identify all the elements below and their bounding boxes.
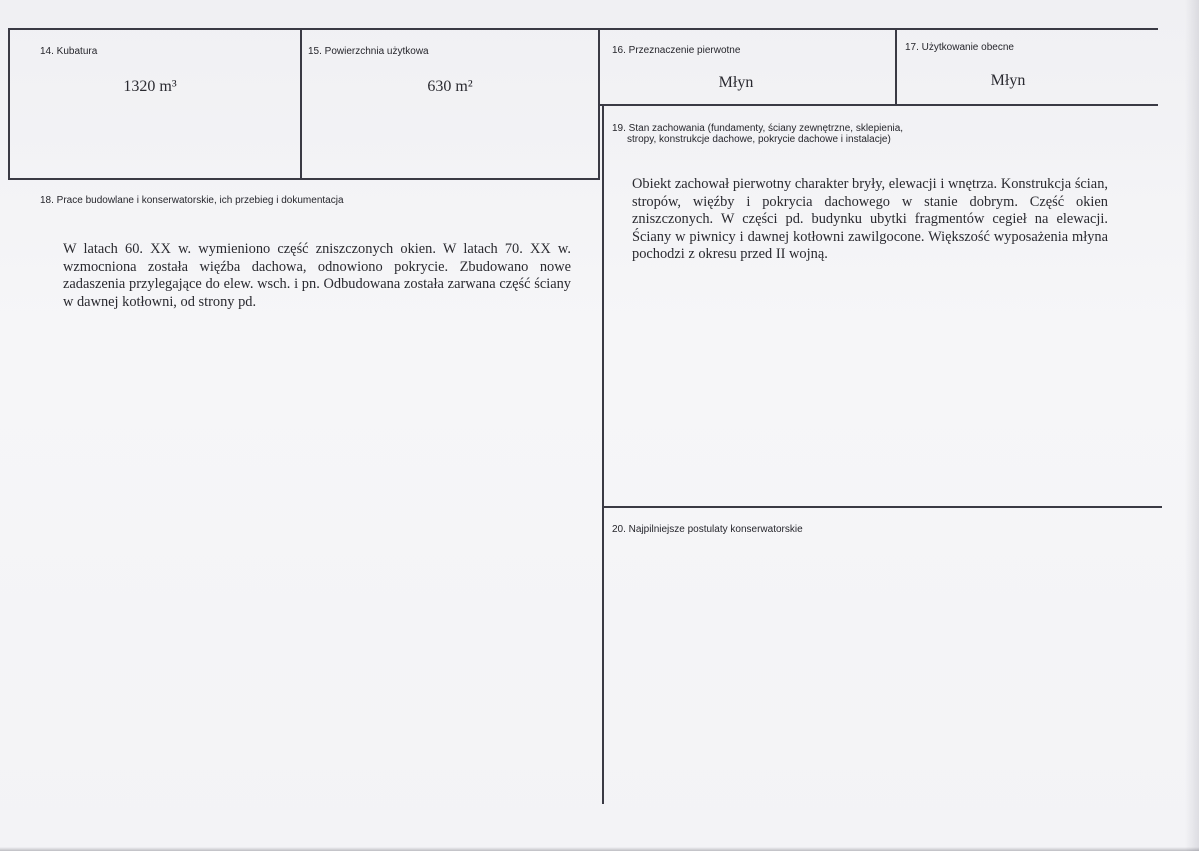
rule-top-18 xyxy=(8,178,600,180)
stan-zachowania-text: Obiekt zachował pierwotny charakter bryły, elewacji i wnętrza. Konstrukcja ścian, stropów, więźby i pokrycia dachowego w stanie dobrym. Część okien zniszczonych. W części pd. budynku ubytki fragmentów cegieł na elewacji. Ściany w piwnicy i dawnej kotłowni zawilgocone. Większość wyposażenia młyna pochodzi z okresu przed II wojną. xyxy=(632,176,1108,262)
powierzchnia-value: 630 m² xyxy=(427,78,473,95)
prace-budowlane-text: W latach 60. XX w. wymieniono część zniszczonych okien. W latach 70. XX w. wzmocniona została więźba dachowa, odnowiono pokrycie. Zbudowano nowe zadaszenia przylegające do elew. wsch. i pn. Odbudowana została zarwana część ściany w dawnej kotłowni, od strony pd. xyxy=(63,241,571,310)
divider-14-15 xyxy=(300,28,302,179)
page-edge-shadow xyxy=(1185,0,1199,851)
divider-16-17 xyxy=(895,28,897,105)
rule-top-20 xyxy=(602,506,1162,508)
stan-zachowania-label-line2: stropy, konstrukcje dachowe, pokrycie dachowe i instalacje) xyxy=(627,134,891,145)
rule-under-16-17 xyxy=(598,104,1158,106)
kubatura-label: 14. Kubatura xyxy=(40,46,98,57)
prace-budowlane-label: 18. Prace budowlane i konserwatorskie, ich przebieg i dokumentacja xyxy=(40,195,344,206)
kubatura-value: 1320 m³ xyxy=(123,78,177,95)
stan-zachowania-label-line1: 19. Stan zachowania (fundamenty, ściany zewnętrzne, sklepienia, xyxy=(612,123,904,134)
przeznaczenie-value: Młyn xyxy=(718,74,754,91)
page-bottom-shadow xyxy=(0,847,1199,851)
uzytkowanie-value: Młyn xyxy=(990,72,1026,89)
top-rule xyxy=(8,28,1158,30)
przeznaczenie-label: 16. Przeznaczenie pierwotne xyxy=(612,45,741,56)
uzytkowanie-label: 17. Użytkowanie obecne xyxy=(905,42,1014,53)
postulaty-label: 20. Najpilniejsze postulaty konserwatorskie xyxy=(612,524,803,535)
powierzchnia-label: 15. Powierzchnia użytkowa xyxy=(308,46,429,57)
left-rule xyxy=(8,28,10,180)
divider-18-19 xyxy=(602,104,604,804)
